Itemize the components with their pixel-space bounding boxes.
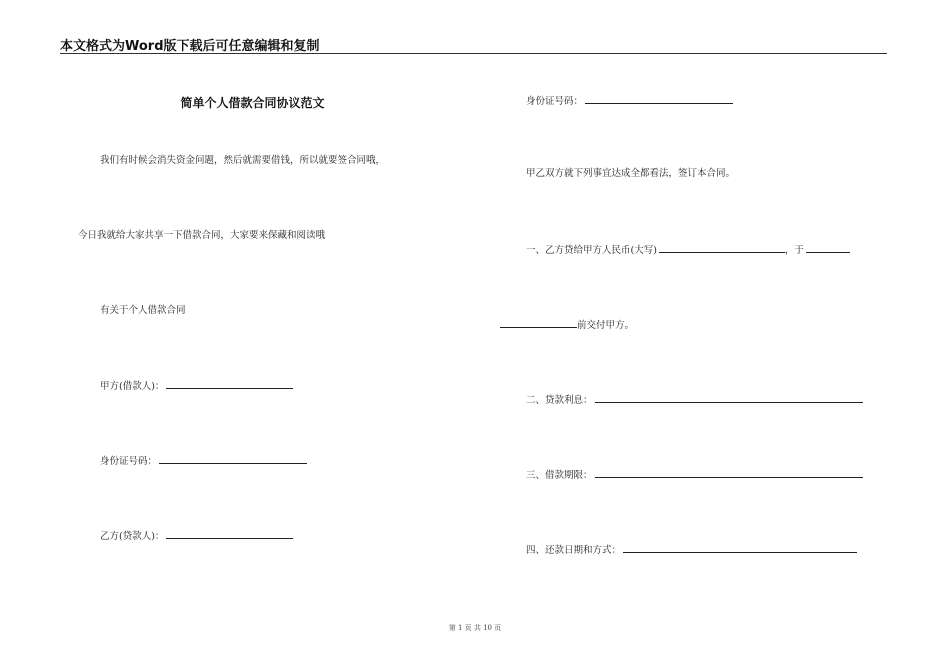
id-number-b-line xyxy=(526,94,733,108)
page-number: 第 1 页 共 10 页 xyxy=(448,624,502,632)
intro-text-2: 今日我就给大家共享一下借款合同，大家要来保藏和阅读哦 xyxy=(78,230,326,241)
clause-2-label: 二、贷款利息： xyxy=(526,395,593,406)
clause-2-line xyxy=(526,393,863,407)
clause-1-end-text: 前交付甲方。 xyxy=(577,320,635,331)
agreement-intro-text: 甲乙双方就下列事宜达成全都看法，签订本合同。 xyxy=(526,168,736,179)
clause-1-start-text: 一、乙方贷给甲方人民币(大写) xyxy=(526,245,657,256)
party-b-line xyxy=(100,529,293,543)
document-title: 简单个人借款合同协议范文 xyxy=(180,96,325,110)
party-a-line xyxy=(100,379,293,393)
intro-paragraph-3 xyxy=(100,305,186,317)
clause-4-blank xyxy=(623,543,857,553)
clause-1-mid-text: ，于 xyxy=(784,245,804,256)
party-b-label: 乙方(贷款人)： xyxy=(100,531,165,542)
clause-1-amount-blank xyxy=(659,243,785,253)
intro-paragraph-2 xyxy=(78,230,325,242)
clause-4-line xyxy=(526,543,857,557)
clause-1-date-blank-part2 xyxy=(500,318,577,328)
clause-3-label: 三、借款期限： xyxy=(526,470,593,481)
party-b-blank xyxy=(166,529,293,539)
agreement-intro-line xyxy=(526,168,735,180)
clause-1-continuation-line xyxy=(500,318,634,332)
intro-text-3: 有关于个人借款合同 xyxy=(100,305,186,316)
clause-3-line xyxy=(526,468,863,482)
clause-4-label: 四、还款日期和方式： xyxy=(526,545,622,556)
party-a-label: 甲方(借款人)： xyxy=(100,381,165,392)
id-number-a-line xyxy=(100,454,307,468)
intro-text-1: 我们有时候会消失资金问题，然后就需要借钱，所以就要签合同哦， xyxy=(100,155,386,166)
clause-1-date-blank-part1 xyxy=(806,243,850,253)
clause-3-blank xyxy=(595,468,863,478)
clause-1-line xyxy=(526,243,850,257)
id-number-b-label: 身份证号码： xyxy=(526,96,584,107)
header-divider xyxy=(60,53,887,54)
id-number-b-blank xyxy=(585,94,733,104)
clause-2-blank xyxy=(595,393,863,403)
document-header-banner: 本文格式为Word版下载后可任意编辑和复制 xyxy=(60,39,320,54)
intro-paragraph-1 xyxy=(100,155,385,167)
id-number-a-blank xyxy=(159,454,307,464)
party-a-blank xyxy=(166,379,293,389)
id-number-a-label: 身份证号码： xyxy=(100,456,158,467)
